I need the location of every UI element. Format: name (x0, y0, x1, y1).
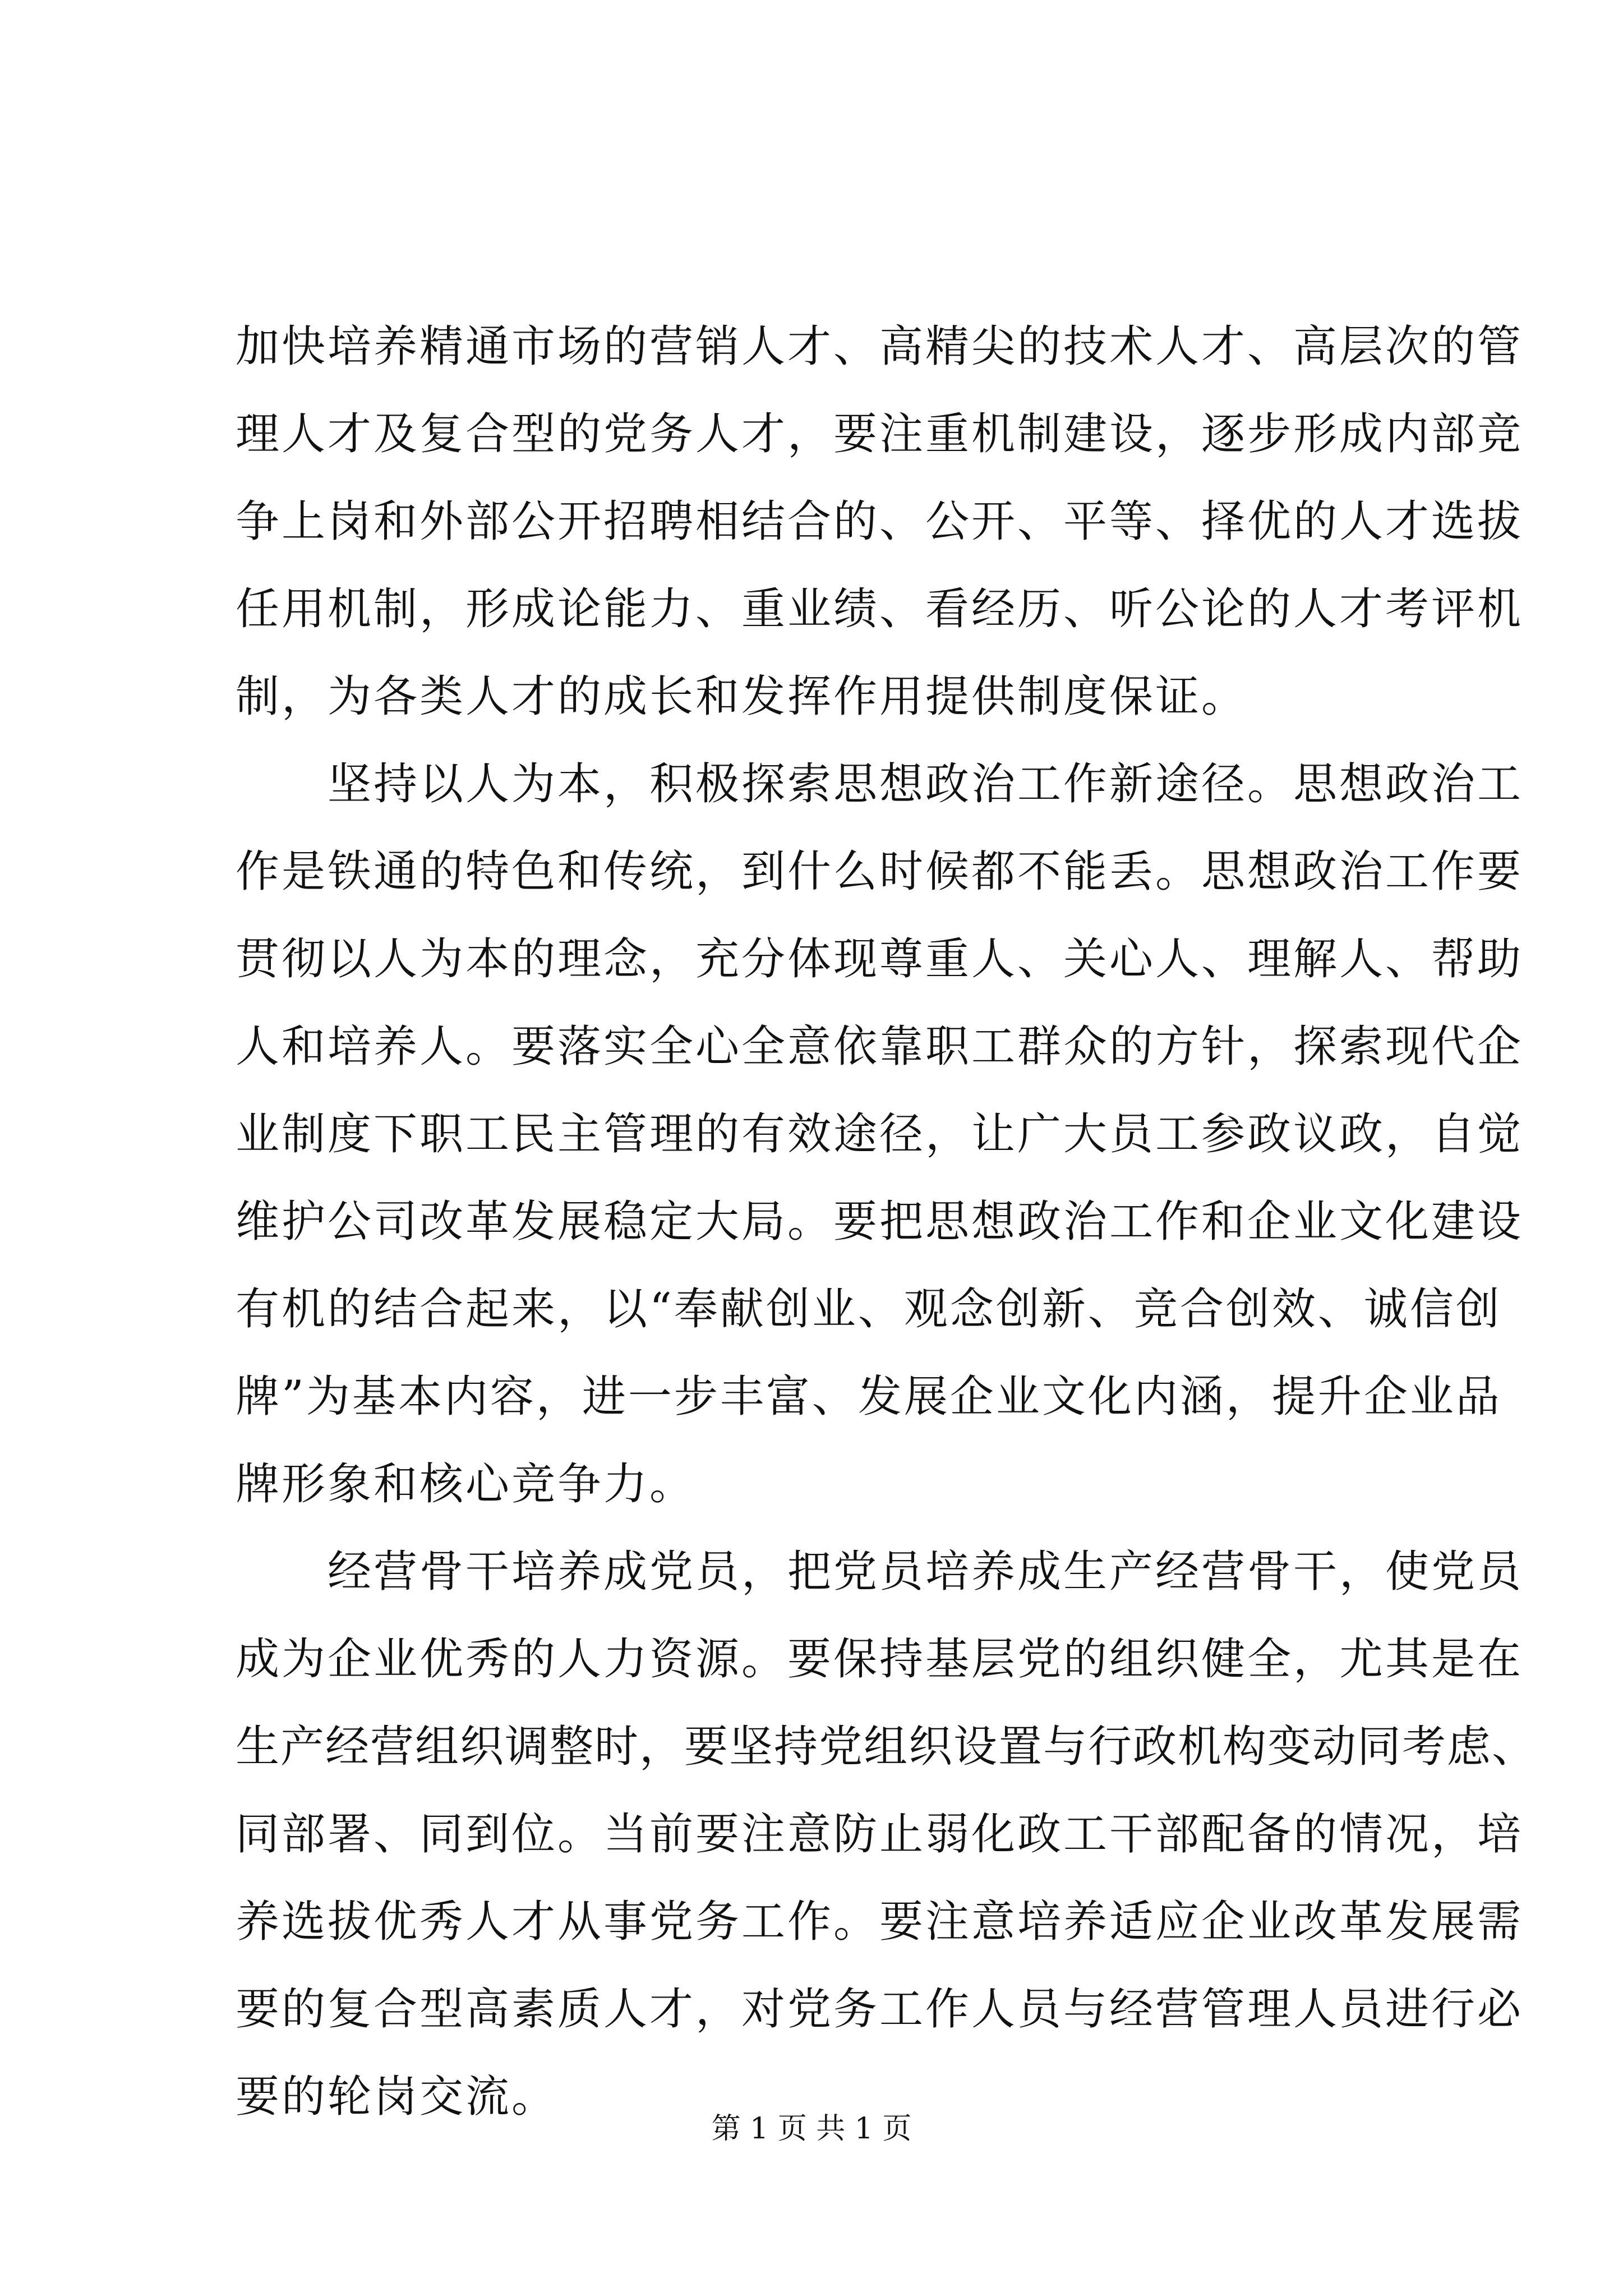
text-line: 作是铁通的特色和传统，到什么时候都不能丢。思想政治工作要 (236, 846, 1524, 897)
text-line: 坚持以人为本，积极探索思想政治工作新途径。思想政治工 (236, 759, 1524, 809)
document-body (236, 303, 1537, 2141)
text-line: 制，为各类人才的成长和发挥作用提供制度保证。 (236, 671, 1248, 722)
text-line: 加快培养精通市场的营销人才、高精尖的技术人才、高层次的管 (236, 321, 1524, 372)
text-line: 生产经营组织调整时，要坚持党组织设置与行政机构变动同考虑、 (236, 1722, 1537, 1772)
text-line: 人和培养人。要落实全心全意依靠职工群众的方针，探索现代企 (236, 1022, 1524, 1072)
text-line: 任用机制，形成论能力、重业绩、看经历、听公论的人才考评机 (236, 584, 1524, 634)
text-line: 要的复合型高素质人才，对党务工作人员与经营管理人员进行必 (236, 1984, 1524, 2035)
text-line: 维护公司改革发展稳定大局。要把思想政治工作和企业文化建设 (236, 1197, 1524, 1247)
text-line: 贯彻以人为本的理念，充分体现尊重人、关心人、理解人、帮助 (236, 934, 1524, 984)
text-line: 养选拔优秀人才从事党务工作。要注意培养适应企业改革发展需 (236, 1897, 1524, 1947)
text-line: 争上岗和外部公开招聘相结合的、公开、平等、择优的人才选拔 (236, 496, 1524, 547)
text-line: 理人才及复合型的党务人才，要注重机制建设，逐步形成内部竞 (236, 409, 1524, 459)
text-line: 经营骨干培养成党员，把党员培养成生产经营骨干，使党员 (236, 1547, 1524, 1597)
text-line: 同部署、同到位。当前要注意防止弱化政工干部配备的情况，培 (236, 1809, 1524, 1860)
text-line: 牌形象和核心竞争力。 (236, 1459, 696, 1510)
page-number-footer: 第 1 页 共 1 页 (711, 2112, 912, 2146)
text-line: 业制度下职工民主管理的有效途径，让广大员工参政议政，自觉 (236, 1109, 1524, 1159)
text-line: 要的轮岗交流。 (236, 2072, 558, 2122)
text-line: 有机的结合起来，以“奉献创业、观念创新、竞合创效、诚信创 (236, 1284, 1502, 1335)
text-line: 成为企业优秀的人力资源。要保持基层党的组织健全，尤其是在 (236, 1634, 1524, 1685)
text-line: 牌”为基本内容，进一步丰富、发展企业文化内涵，提升企业品 (236, 1372, 1502, 1422)
